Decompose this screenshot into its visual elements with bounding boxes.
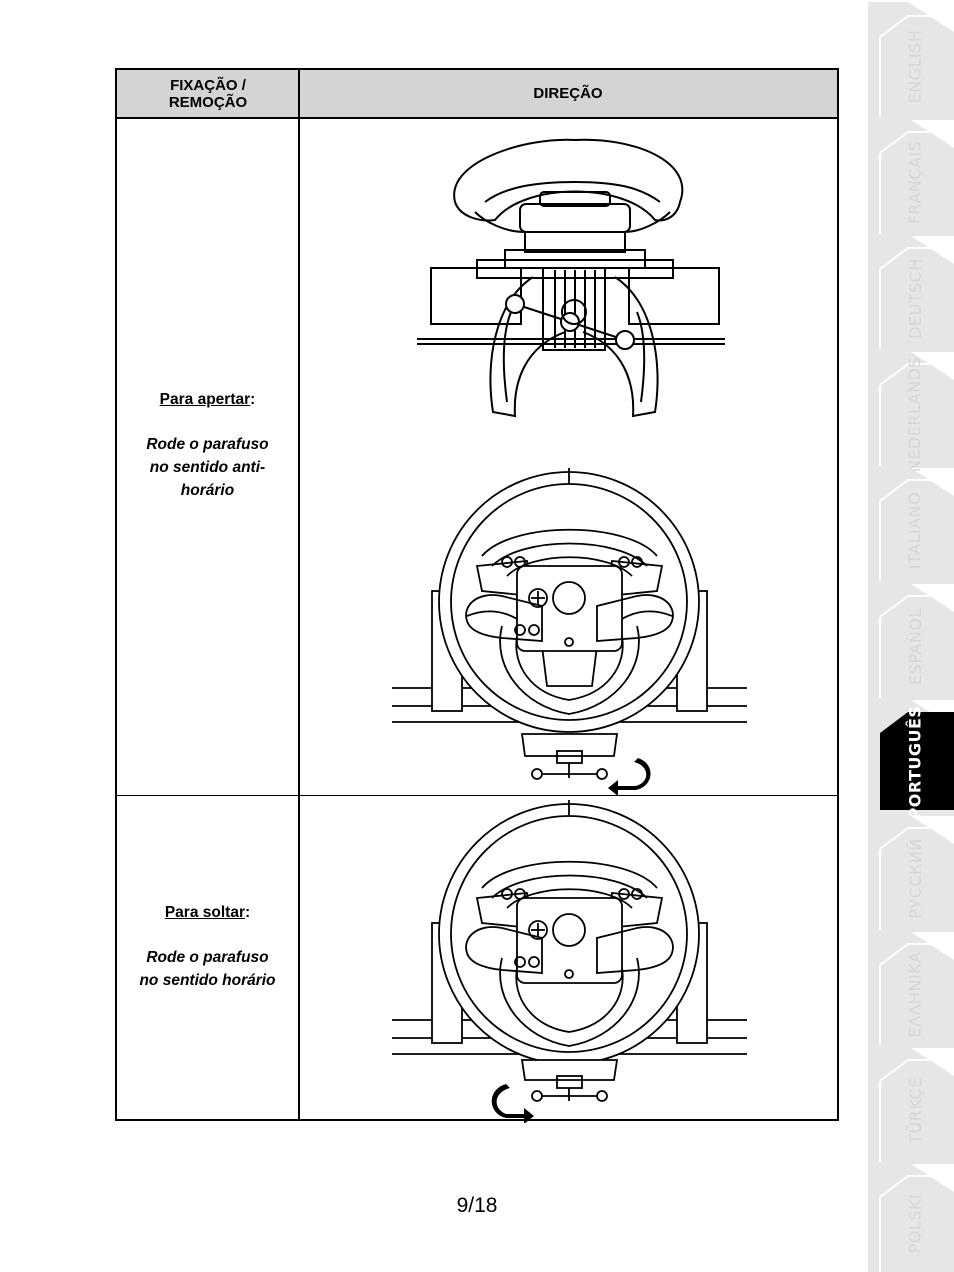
tab-francais-label-box: [895, 134, 935, 230]
tab-turkce-label: TÜRKÇE: [905, 1076, 925, 1144]
tab-nederlands-label-box: [895, 356, 935, 472]
tab-russian-label-box: [895, 830, 935, 926]
language-tabs: [868, 0, 954, 1272]
tab-polski-label: POLSKI: [905, 1193, 925, 1253]
loosen-label: [117, 901, 298, 924]
page-number: 9/18: [456, 1194, 498, 1217]
tab-italiano-label: ITALIANO: [905, 491, 925, 569]
tab-russian-label: РУССКИЙ: [905, 837, 925, 919]
tighten-label: [117, 388, 298, 411]
instruction-table: [115, 68, 839, 1121]
header-left-text: FIXAÇÃO / REMOÇÃO: [168, 76, 248, 111]
tighten-label-text: Para apertar: [159, 391, 251, 408]
tab-portugues-label-box: [895, 705, 935, 819]
tab-turkce[interactable]: [868, 1046, 954, 1164]
tab-russian[interactable]: [868, 814, 954, 932]
tab-english-label: ENGLISH: [905, 29, 925, 103]
tab-english[interactable]: [868, 2, 954, 120]
tab-deutsch-label: DEUTSCH: [905, 257, 925, 339]
tighten-colon: :: [250, 391, 256, 408]
tab-francais[interactable]: [868, 118, 954, 236]
tab-nederlands-label: NEDERLANDS: [905, 356, 925, 472]
tab-greek-label: ΕΛΛΗΝΙΚΑ: [905, 950, 925, 1038]
row-loosen-text: [117, 901, 298, 992]
tab-nederlands[interactable]: [868, 350, 954, 472]
header-right-text: DIREÇÃO: [533, 85, 603, 102]
tab-portugues-label: PORTUGUÊS: [905, 705, 925, 819]
wheel-front-loosen-illustration: [392, 798, 747, 1123]
header-direction: [299, 70, 837, 117]
tab-portugues[interactable]: [868, 698, 954, 819]
clamp-side-illustration: [415, 132, 727, 432]
tab-espanol[interactable]: [868, 582, 954, 700]
header-fixation-removal: [117, 70, 299, 117]
loosen-label-text: Para soltar: [164, 904, 245, 921]
row-tighten-text: [117, 388, 298, 502]
tab-polski[interactable]: [868, 1162, 954, 1272]
loosen-colon: :: [244, 904, 251, 921]
table-header: [117, 70, 837, 119]
tab-espanol-label-box: [895, 598, 935, 694]
tab-greek-label-box: [895, 946, 935, 1042]
wheel-front-tighten-illustration: [392, 466, 747, 796]
tab-deutsch[interactable]: [868, 234, 954, 352]
tab-deutsch-label-box: [895, 250, 935, 346]
tab-italiano[interactable]: [868, 466, 954, 584]
tab-greek[interactable]: [868, 930, 954, 1048]
tab-english-label-box: [895, 18, 935, 114]
tab-francais-label: FRANÇAIS: [905, 140, 925, 224]
loosen-instruction: Rode o parafuso no sentido horário: [139, 949, 276, 989]
tighten-instruction: Rode o parafuso no sentido anti-horário: [146, 436, 269, 499]
column-divider: [298, 70, 300, 1119]
tab-turkce-label-box: [895, 1062, 935, 1158]
tab-polski-label-box: [895, 1178, 935, 1268]
tab-espanol-label: ESPAÑOL: [905, 607, 925, 685]
tab-italiano-label-box: [895, 482, 935, 578]
